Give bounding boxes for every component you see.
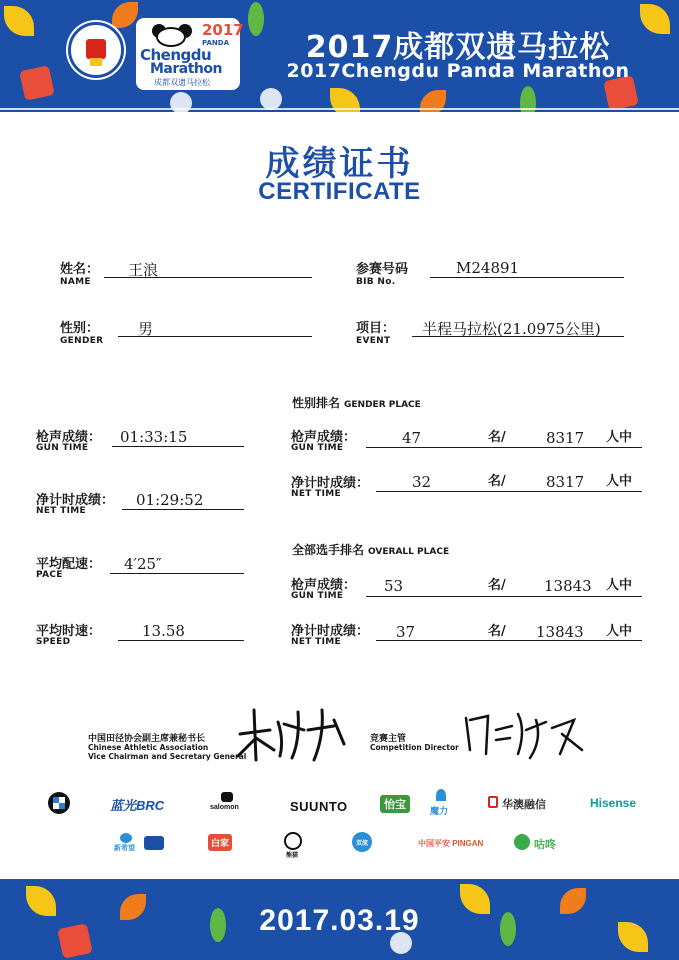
leaf-decoration <box>112 2 138 28</box>
speed-underline <box>118 640 244 641</box>
sponsor-hisense: Hisense <box>590 796 637 810</box>
sponsor-salomon: salomon <box>210 804 239 811</box>
overall-net-total: 13843 <box>536 623 584 641</box>
sponsor-pingan: 中国平安 PINGAN <box>418 839 484 848</box>
sponsor-huaao: 华澳融信 <box>502 799 546 811</box>
panda-mascot-icon <box>284 832 302 850</box>
codoon-mark-icon <box>514 834 530 850</box>
net-time-value: 01:29:52 <box>136 491 204 509</box>
signature-left-title-en2: Vice Chairman and Secretary General <box>88 752 247 761</box>
sponsor-panda: 熊猫 <box>286 853 299 859</box>
net-time-label-en: NET TIME <box>36 506 86 516</box>
overall-gun-place-word: 名/ <box>488 578 506 593</box>
pace-value: 4′25″ <box>124 555 162 573</box>
signature-left-title-en1: Chinese Athletic Association <box>88 743 209 752</box>
gender-net-label-en: NET TIME <box>291 489 341 499</box>
gender-net-rank: 32 <box>412 473 432 491</box>
newhope-mark-icon <box>120 833 132 843</box>
event-value: 半程马拉松(21.0975公里) <box>422 320 601 338</box>
footer-banner <box>0 874 679 960</box>
gender-place-heading: 性别排名 GENDER PLACE <box>292 396 421 410</box>
flower-decoration <box>260 88 282 110</box>
header-title-cn: 2017成都双遗马拉松 <box>305 30 611 65</box>
overall-net-people-word: 人中 <box>606 624 633 639</box>
event-label-en: EVENT <box>356 336 391 346</box>
gender-gun-place-word: 名/ <box>488 430 506 445</box>
gender-gun-underline <box>366 447 642 448</box>
sponsor-codoon: 咕咚 <box>534 839 556 851</box>
athletic-association-logo <box>68 22 124 78</box>
bmw-logo-icon <box>48 792 70 814</box>
logo-line2: Marathon <box>150 61 222 77</box>
mizone-figure-icon <box>436 789 446 801</box>
logo-line3: 成都双遗马拉松 <box>154 78 210 87</box>
overall-gun-total: 13843 <box>544 577 592 595</box>
certificate-title-en: CERTIFICATE <box>258 178 421 205</box>
signature-right-title-en: Competition Director <box>370 743 459 752</box>
logo-panda-word: PANDA <box>202 39 229 47</box>
overall-gun-people-word: 人中 <box>606 578 633 593</box>
signature-left <box>234 700 364 764</box>
signature-right <box>456 700 596 764</box>
speed-value: 13.58 <box>142 622 185 640</box>
gender-net-underline <box>376 491 642 492</box>
signature-left-title-cn: 中国田径协会副主席兼秘书长 <box>88 734 206 744</box>
overall-net-label: 净计时成绩： <box>291 624 370 639</box>
sponsor-baijia: 白家 <box>208 834 232 851</box>
gender-gun-label: 枪声成绩： <box>291 430 357 445</box>
gender-gun-label-en: GUN TIME <box>291 443 344 453</box>
name-label-en: NAME <box>60 277 91 287</box>
gender-label-en: GENDER <box>60 336 104 346</box>
bib-label: 参赛号码 <box>356 262 409 277</box>
sponsor-shuangliu: 双流 <box>356 841 369 847</box>
overall-gun-underline <box>366 596 642 597</box>
bib-label-en: BIB No. <box>356 277 396 287</box>
header-title-en: 2017Chengdu Panda Marathon <box>286 60 630 82</box>
gender-net-total: 8317 <box>546 473 585 491</box>
gender-net-label: 净计时成绩： <box>291 476 370 491</box>
gender-gun-rank: 47 <box>402 429 422 447</box>
sponsor-cbest: 怡宝 <box>380 795 410 813</box>
name-label: 姓名： <box>60 262 100 277</box>
net-time-underline <box>122 509 244 510</box>
sponsor-suunto: SUUNTO <box>290 799 348 814</box>
logo-line1: Chengdu <box>140 46 212 64</box>
header-banner <box>0 0 679 118</box>
bib-value: M24891 <box>456 259 520 277</box>
gun-time-value: 01:33:15 <box>120 428 188 446</box>
newhope-badge-icon <box>144 836 164 850</box>
logo-year: 2017 <box>202 21 244 39</box>
gun-time-label: 枪声成绩： <box>36 430 102 445</box>
pace-label-en: PACE <box>36 570 63 580</box>
pace-label: 平均配速： <box>36 557 102 572</box>
event-underline <box>412 336 624 337</box>
overall-place-heading: 全部选手排名 OVERALL PLACE <box>292 543 450 557</box>
overall-gun-rank: 53 <box>384 577 404 595</box>
speed-label-en: SPEED <box>36 637 71 647</box>
huaao-mark-icon <box>488 796 498 808</box>
overall-gun-label-en: GUN TIME <box>291 591 344 601</box>
net-time-label: 净计时成绩： <box>36 493 115 508</box>
gender-gun-people-word: 人中 <box>606 430 633 445</box>
overall-net-underline <box>376 640 642 641</box>
gender-gun-total: 8317 <box>546 429 585 447</box>
gender-net-place-word: 名/ <box>488 474 506 489</box>
sponsor-mizone: 魔力 <box>430 806 449 816</box>
event-date: 2017.03.19 <box>259 904 420 937</box>
name-underline <box>104 277 312 278</box>
gun-time-underline <box>112 446 244 447</box>
ginkgo-leaf-decoration <box>4 6 34 36</box>
overall-net-rank: 37 <box>396 623 416 641</box>
gender-net-people-word: 人中 <box>606 474 633 489</box>
sponsor-brc: 蓝光BRC <box>110 798 165 813</box>
salomon-mark-icon <box>221 792 233 802</box>
mahjong-tile-decoration <box>19 65 55 101</box>
certificate-title-cn: 成绩证书 <box>265 144 414 184</box>
signature-right-title-cn: 竞赛主管 <box>370 734 407 744</box>
event-label: 项目： <box>356 321 396 336</box>
bib-underline <box>430 277 624 278</box>
flower-decoration <box>170 92 192 114</box>
gender-label: 性别： <box>60 321 100 336</box>
pace-underline <box>110 573 244 574</box>
overall-net-label-en: NET TIME <box>291 637 341 647</box>
overall-net-place-word: 名/ <box>488 624 506 639</box>
chengdu-marathon-logo <box>136 18 244 90</box>
gun-time-label-en: GUN TIME <box>36 443 89 453</box>
overall-gun-label: 枪声成绩： <box>291 578 357 593</box>
gender-value: 男 <box>138 320 154 338</box>
sponsor-newhope: 新希望 <box>114 845 135 852</box>
speed-label: 平均时速： <box>36 624 102 639</box>
gender-underline <box>118 336 312 337</box>
name-value: 王浪 <box>128 261 159 279</box>
